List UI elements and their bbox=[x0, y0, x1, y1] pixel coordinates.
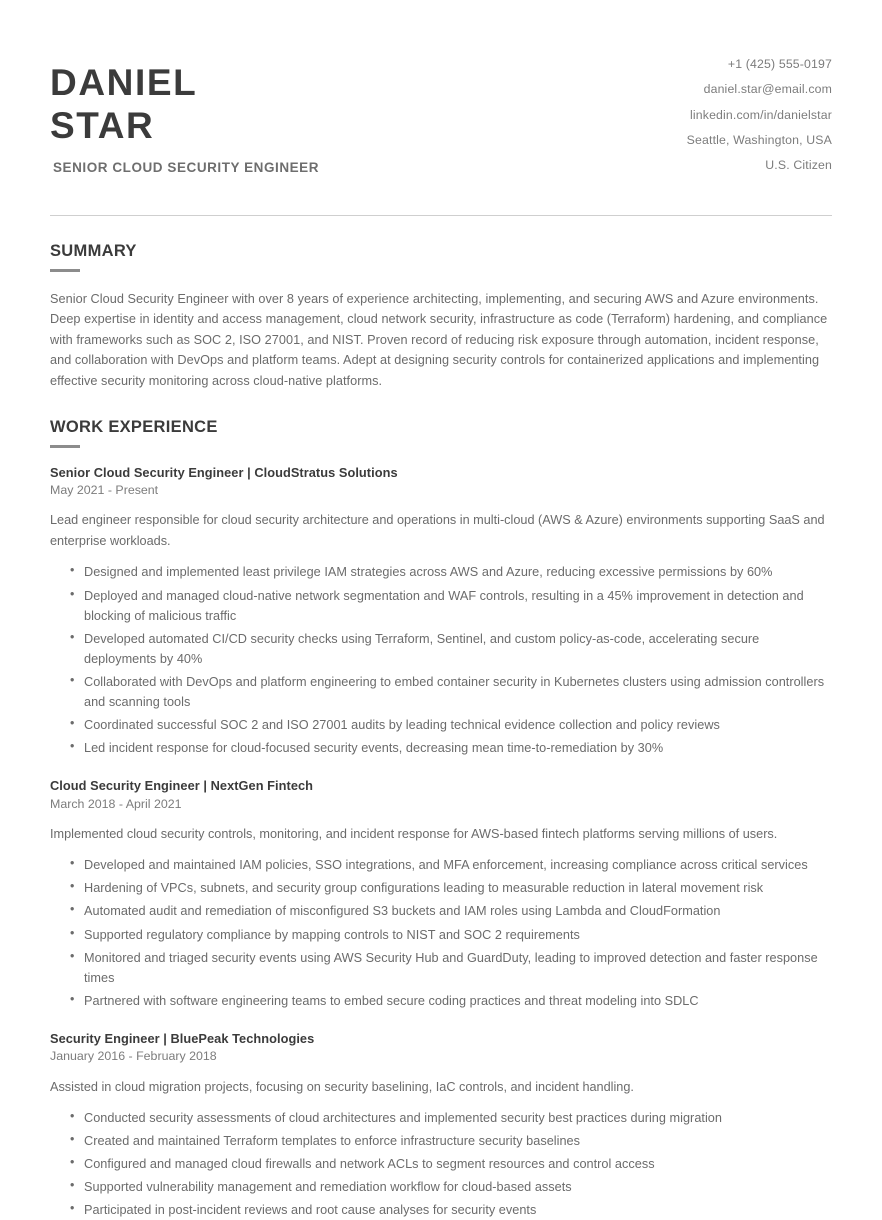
experience-entry-description: Lead engineer responsible for cloud security architecture and operations in multi-cloud (AWS & Azure) environments supporting SaaS and enterprise workloads. bbox=[50, 513, 825, 548]
contact-linkedin[interactable]: linkedin.com/in/danielstar bbox=[690, 107, 832, 122]
experience-entry bbox=[50, 778, 832, 1011]
experience-entry-dates: March 2018 - April 2021 bbox=[50, 796, 182, 811]
resume-header bbox=[50, 0, 832, 179]
contact-email[interactable]: daniel.star@email.com bbox=[703, 82, 832, 97]
experience-entry-dates: May 2021 - Present bbox=[50, 483, 159, 498]
experience-bullet: • Coordinated successful SOC 2 and ISO 27001 audits by leading technical evidence collection and policy reviews bbox=[84, 715, 832, 735]
name-first: DANIEL bbox=[50, 62, 198, 103]
summary-section bbox=[50, 242, 832, 392]
experience-entry-description: Assisted in cloud migration projects, focusing on security baselining, IaC controls, and incident handling. bbox=[50, 1079, 634, 1094]
candidate-job-title: SENIOR CLOUD SECURITY ENGINEER bbox=[53, 159, 320, 175]
experience-entry-title: Senior Cloud Security Engineer | CloudStratus Solutions bbox=[50, 464, 398, 480]
candidate-name bbox=[50, 62, 319, 148]
experience-entry-bullets bbox=[50, 855, 832, 1010]
experience-bullet: • Created and maintained Terraform templates to enforce infrastructure security baselines bbox=[84, 1131, 832, 1151]
summary-text: Senior Cloud Security Engineer with over 8 years of experience architecting, implementing, and securing AWS and Azure environments. Deep expertise in identity and access management, cloud network security, infrastructure as code (Terraform) hardening, and compliance with frameworks such as SOC 2, ISO 27001, and NIST. Proven record of reducing risk exposure through automation, incident response, and collaboration with DevOps and platform teams. Adept at designing security controls for containerized applications and implementing effective security monitoring across cloud-native platforms. bbox=[50, 291, 828, 388]
experience-bullet: • Supported regulatory compliance by mapping controls to NIST and SOC 2 requirements bbox=[84, 925, 832, 945]
experience-entry-bullets bbox=[50, 1108, 832, 1220]
summary-body bbox=[50, 289, 832, 392]
experience-bullet: • Hardening of VPCs, subnets, and security group configurations leading to measurable reduction in lateral movement risk bbox=[84, 878, 832, 898]
contact-block bbox=[687, 44, 832, 179]
experience-bullet: • Automated audit and remediation of misconfigured S3 buckets and IAM roles using Lambda and CloudFormation bbox=[84, 901, 832, 921]
experience-entry-bullets bbox=[50, 562, 832, 758]
experience-bullet: • Conducted security assessments of cloud architectures and implemented security best practices during migration bbox=[84, 1108, 832, 1128]
name-last: STAR bbox=[50, 104, 155, 146]
experience-bullet: • Designed and implemented least privilege IAM strategies across AWS and Azure, reducing excessive permissions by 60% bbox=[84, 562, 832, 582]
experience-bullet: • Collaborated with DevOps and platform engineering to embed container security in Kubernetes clusters using admission controllers and scanning tools bbox=[84, 672, 832, 712]
identity-block bbox=[50, 44, 319, 175]
summary-accent-bar bbox=[50, 269, 80, 272]
experience-bullet: • Led incident response for cloud-focused security events, decreasing mean time-to-remediation by 30% bbox=[84, 738, 832, 758]
experience-accent-bar bbox=[50, 445, 80, 448]
experience-bullet: • Configured and managed cloud firewalls and network ACLs to segment resources and control access bbox=[84, 1154, 832, 1174]
experience-entry bbox=[50, 1031, 832, 1220]
experience-bullet: • Supported vulnerability management and remediation workflow for cloud-based assets bbox=[84, 1177, 832, 1197]
experience-entry-description: Implemented cloud security controls, monitoring, and incident response for AWS-based fintech platforms serving millions of users. bbox=[50, 826, 778, 841]
summary-heading: SUMMARY bbox=[50, 241, 137, 260]
experience-bullet: • Deployed and managed cloud-native network segmentation and WAF controls, resulting in a 45% improvement in detection and blocking of malicious traffic bbox=[84, 586, 832, 626]
experience-bullet: • Partnered with software engineering teams to embed secure coding practices and threat modeling into SDLC bbox=[84, 991, 832, 1011]
contact-phone: +1 (425) 555-0197 bbox=[727, 57, 832, 71]
experience-bullet: • Developed automated CI/CD security checks using Terraform, Sentinel, and custom policy-as-code, accelerating secure deployments by 40% bbox=[84, 629, 832, 669]
header-divider bbox=[50, 215, 832, 216]
experience-entry-title: Security Engineer | BluePeak Technologies bbox=[50, 1030, 315, 1046]
experience-section bbox=[50, 418, 832, 1220]
experience-bullet: • Monitored and triaged security events using AWS Security Hub and GuardDuty, leading to improved detection and faster response times bbox=[84, 948, 832, 988]
contact-location: Seattle, Washington, USA bbox=[686, 132, 832, 147]
experience-list bbox=[50, 465, 832, 1220]
contact-citizenship: U.S. Citizen bbox=[765, 158, 832, 173]
experience-bullet: • Participated in post-incident reviews and root cause analyses for security events bbox=[84, 1200, 832, 1220]
experience-heading: WORK EXPERIENCE bbox=[50, 417, 218, 436]
experience-entry-title: Cloud Security Engineer | NextGen Fintech bbox=[50, 778, 314, 793]
experience-bullet: • Developed and maintained IAM policies, SSO integrations, and MFA enforcement, increasing compliance across critical services bbox=[84, 855, 832, 875]
experience-entry bbox=[50, 465, 832, 758]
experience-entry-dates: January 2016 - February 2018 bbox=[50, 1049, 217, 1064]
